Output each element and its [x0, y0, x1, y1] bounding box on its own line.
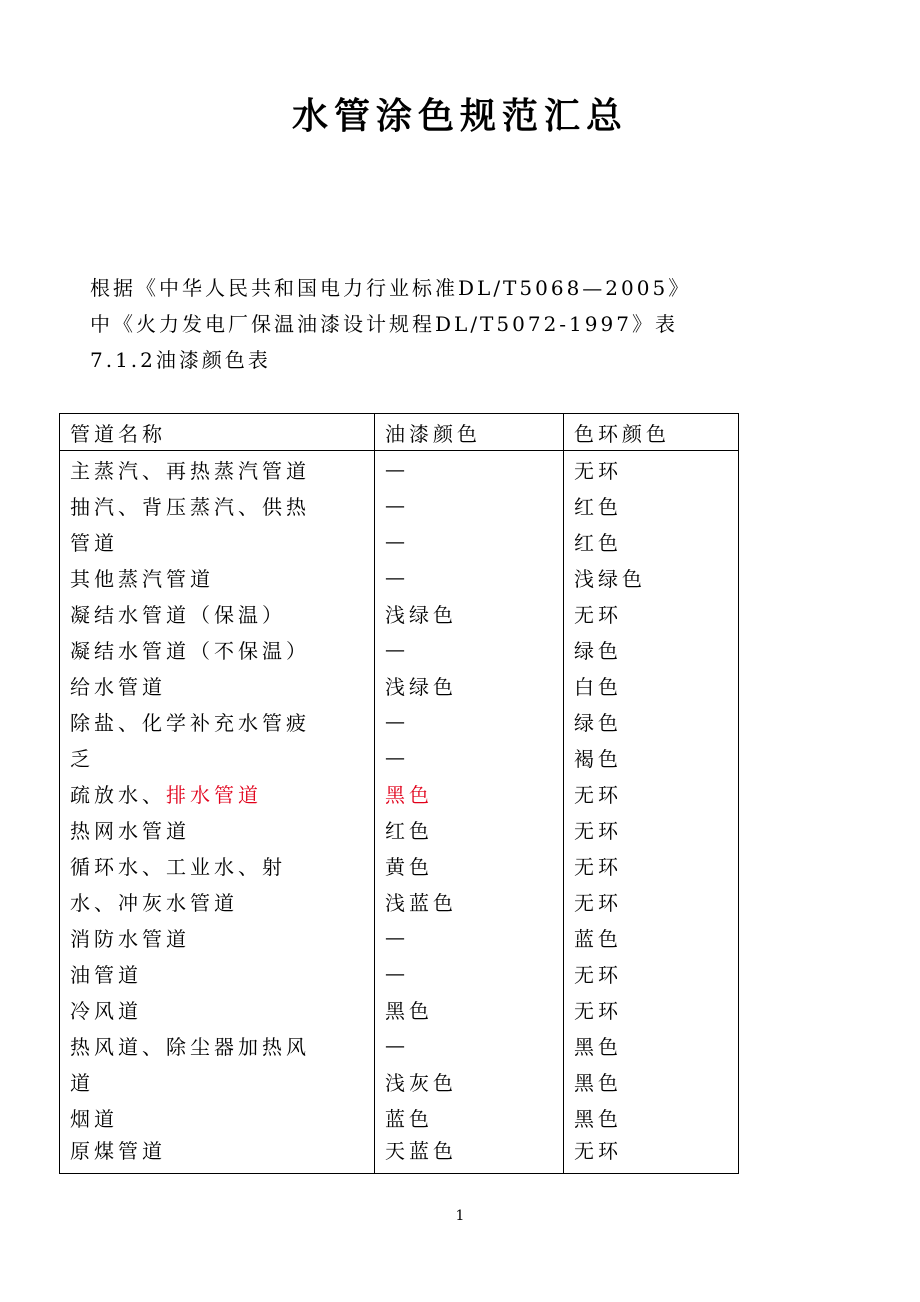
table-row: [60, 559, 739, 595]
table-header-row: [60, 414, 739, 451]
table-row: [60, 883, 739, 919]
table-row: [60, 1135, 739, 1174]
pipe-name-cell: 凝结水管道（保温）: [60, 595, 375, 631]
ring-color-cell: 无环: [564, 991, 739, 1027]
table-row: [60, 487, 739, 523]
paint-color-cell: 黑色: [375, 991, 564, 1027]
ring-color-cell: 无环: [564, 811, 739, 847]
paint-color-cell: —: [375, 955, 564, 991]
paint-color-cell: 黑色: [375, 775, 564, 811]
pipe-name-cell: 除盐、化学补充水管疲: [60, 703, 375, 739]
pipe-name-cell: 热风道、除尘器加热风: [60, 1027, 375, 1063]
page-number: 1: [455, 1208, 465, 1224]
paint-color-cell: —: [375, 487, 564, 523]
table-row: [60, 955, 739, 991]
pipe-name-cell: 抽汽、背压蒸汽、供热: [60, 487, 375, 523]
intro-line-1: 根据《中华人民共和国电力行业标准DL/T5068—2005》: [90, 276, 692, 300]
pipe-name-cell: 主蒸汽、再热蒸汽管道: [60, 451, 375, 488]
paint-color-cell: —: [375, 703, 564, 739]
pipe-name-cell: 油管道: [60, 955, 375, 991]
ring-color-cell: 无环: [564, 1135, 739, 1174]
intro-line-3: 7.1.2油漆颜色表: [90, 348, 271, 372]
paint-color-cell: —: [375, 1027, 564, 1063]
paint-color-cell: 红色: [375, 811, 564, 847]
table-row: [60, 1099, 739, 1135]
ring-color-cell: 红色: [564, 523, 739, 559]
pipe-name-cell: 原煤管道: [60, 1135, 375, 1174]
ring-color-cell: 无环: [564, 955, 739, 991]
paint-color-cell: 浅蓝色: [375, 883, 564, 919]
table-row: [60, 703, 739, 739]
paint-color-cell: —: [375, 523, 564, 559]
ring-color-cell: 无环: [564, 883, 739, 919]
ring-color-cell: 浅绿色: [564, 559, 739, 595]
ring-color-cell: 绿色: [564, 631, 739, 667]
table-row: [60, 811, 739, 847]
table-row: [60, 523, 739, 559]
intro-line-2: 中《火力发电厂保温油漆设计规程DL/T5072-1997》表: [90, 312, 678, 336]
table-row: [60, 631, 739, 667]
ring-color-cell: 黑色: [564, 1063, 739, 1099]
header-pipe-name: 管道名称: [60, 414, 375, 451]
header-paint-color: 油漆颜色: [375, 414, 564, 451]
ring-color-cell: 无环: [564, 451, 739, 488]
pipe-name-cell: 循环水、工业水、射: [60, 847, 375, 883]
ring-color-cell: 褐色: [564, 739, 739, 775]
pipe-name-cell: 其他蒸汽管道: [60, 559, 375, 595]
table-row: [60, 991, 739, 1027]
page-title: 水管涂色规范汇总: [291, 96, 628, 137]
header-ring-color: 色环颜色: [564, 414, 739, 451]
paint-color-table: [59, 413, 739, 1174]
pipe-name-cell: 热网水管道: [60, 811, 375, 847]
pipe-name-cell: 给水管道: [60, 667, 375, 703]
ring-color-cell: 无环: [564, 775, 739, 811]
ring-color-cell: 红色: [564, 487, 739, 523]
paint-color-cell: 浅灰色: [375, 1063, 564, 1099]
paint-color-cell: 浅绿色: [375, 667, 564, 703]
pipe-name-part: 疏放水、: [70, 782, 166, 807]
ring-color-cell: 白色: [564, 667, 739, 703]
ring-color-cell: 黑色: [564, 1099, 739, 1135]
paint-color-cell: —: [375, 739, 564, 775]
paint-color-cell: 天蓝色: [375, 1135, 564, 1174]
pipe-name-cell: 凝结水管道（不保温）: [60, 631, 375, 667]
table-row: [60, 775, 739, 811]
ring-color-cell: 无环: [564, 595, 739, 631]
paint-color-cell: —: [375, 451, 564, 488]
pipe-name-cell: 道: [60, 1063, 375, 1099]
pipe-name-cell: 水、冲灰水管道: [60, 883, 375, 919]
table-row: [60, 595, 739, 631]
pipe-name-cell: 烟道: [60, 1099, 375, 1135]
table-row: [60, 739, 739, 775]
table-row: [60, 919, 739, 955]
ring-color-cell: 无环: [564, 847, 739, 883]
paint-color-cell: —: [375, 919, 564, 955]
paint-color-cell: 黄色: [375, 847, 564, 883]
paint-color-cell: —: [375, 631, 564, 667]
table-row: [60, 1027, 739, 1063]
pipe-name-cell: 冷风道: [60, 991, 375, 1027]
paint-color-cell: 蓝色: [375, 1099, 564, 1135]
paint-color-cell: 浅绿色: [375, 595, 564, 631]
intro-paragraph: [90, 270, 835, 378]
ring-color-cell: 蓝色: [564, 919, 739, 955]
table-row: [60, 1063, 739, 1099]
table-row: [60, 847, 739, 883]
pipe-name-cell: 乏: [60, 739, 375, 775]
ring-color-cell: 黑色: [564, 1027, 739, 1063]
table-row: [60, 451, 739, 488]
pipe-name-cell: [60, 775, 375, 811]
paint-color-cell: —: [375, 559, 564, 595]
pipe-name-cell: 消防水管道: [60, 919, 375, 955]
highlighted-pipe-name: 排水管道: [166, 782, 262, 807]
table-row: [60, 667, 739, 703]
pipe-name-cell: 管道: [60, 523, 375, 559]
ring-color-cell: 绿色: [564, 703, 739, 739]
